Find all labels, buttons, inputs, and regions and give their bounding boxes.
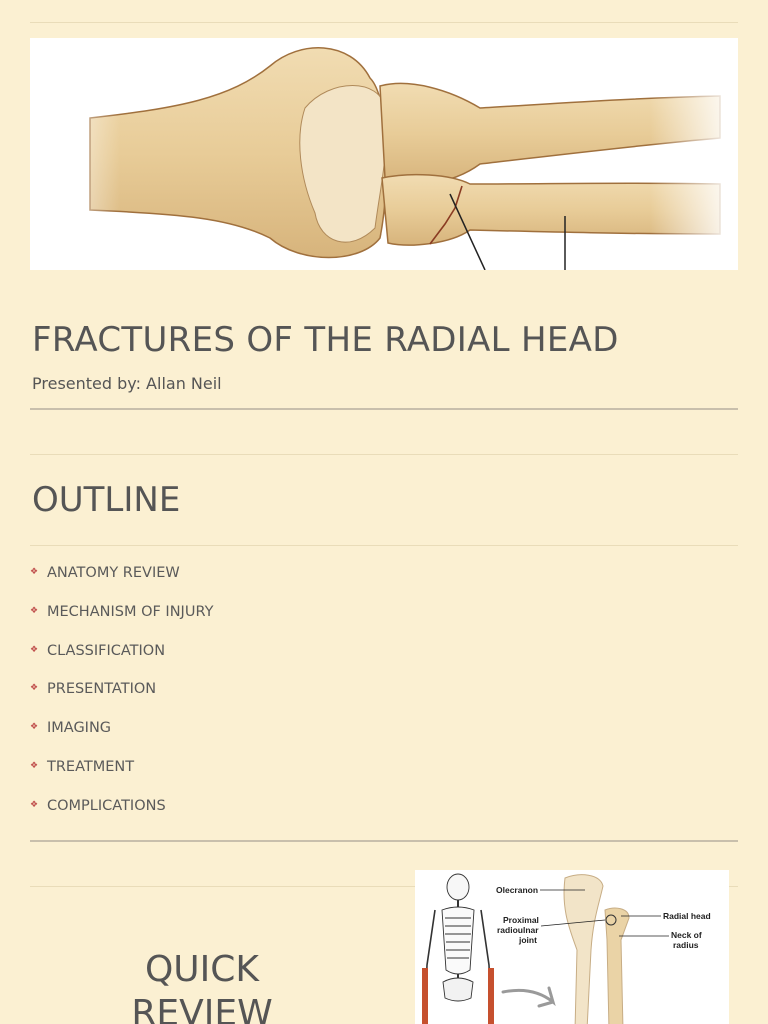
radius-closeup [605, 908, 629, 1024]
label-proximal: Proximal [503, 915, 539, 925]
anatomy-figure [415, 870, 729, 1024]
presenter-credit: Presented by: Allan Neil [32, 374, 222, 393]
bullet-icon: ❖ [30, 605, 39, 616]
outline-heading: OUTLINE [32, 480, 181, 520]
highlighted-forearm-left [422, 968, 428, 1024]
bullet-icon: ❖ [30, 567, 39, 577]
slide-divider [30, 408, 738, 410]
label-olecranon: Olecranon [496, 885, 539, 895]
list-item: ❖ COMPLICATIONS [30, 797, 166, 814]
anatomy-svg [415, 870, 729, 1024]
label-joint: joint [519, 935, 537, 945]
zoom-arrow-icon [503, 988, 553, 1006]
slide-top-rule [30, 22, 738, 23]
label-radioulnar: radioulnar [497, 925, 539, 935]
label-neck-of: Neck of [671, 930, 702, 940]
elbow-bones-svg [30, 38, 738, 270]
list-item: ❖ IMAGING [30, 720, 112, 737]
elbow-fracture-illustration [30, 38, 738, 270]
bullet-icon: ❖ [30, 644, 39, 655]
bullet-icon: ❖ [30, 722, 39, 733]
highlighted-forearm-right [488, 968, 494, 1024]
list-item: ❖ CLASSIFICATION [30, 642, 166, 659]
heading-underline-rule [30, 545, 738, 546]
presentation-title: FRACTURES OF THE RADIAL HEAD [32, 320, 619, 360]
quick-review-heading: QUICK REVIEW [131, 949, 273, 1024]
bullet-icon: ❖ [30, 799, 39, 810]
bullet-icon: ❖ [30, 760, 39, 771]
label-radial-head: Radial head [663, 911, 711, 921]
list-item: ❖ ANATOMY REVIEW [30, 565, 180, 581]
skeleton-figure [425, 874, 491, 1020]
outline-list [30, 565, 213, 837]
list-item: ❖ TREATMENT [30, 758, 135, 775]
list-item: ❖ MECHANISM OF INJURY [30, 603, 214, 620]
label-radius: radius [673, 940, 699, 950]
list-item: ❖ PRESENTATION [30, 681, 157, 698]
slide-top-rule [30, 454, 738, 455]
ulna-closeup [564, 875, 603, 1024]
slide-divider [30, 840, 738, 842]
bullet-icon: ❖ [30, 683, 39, 694]
